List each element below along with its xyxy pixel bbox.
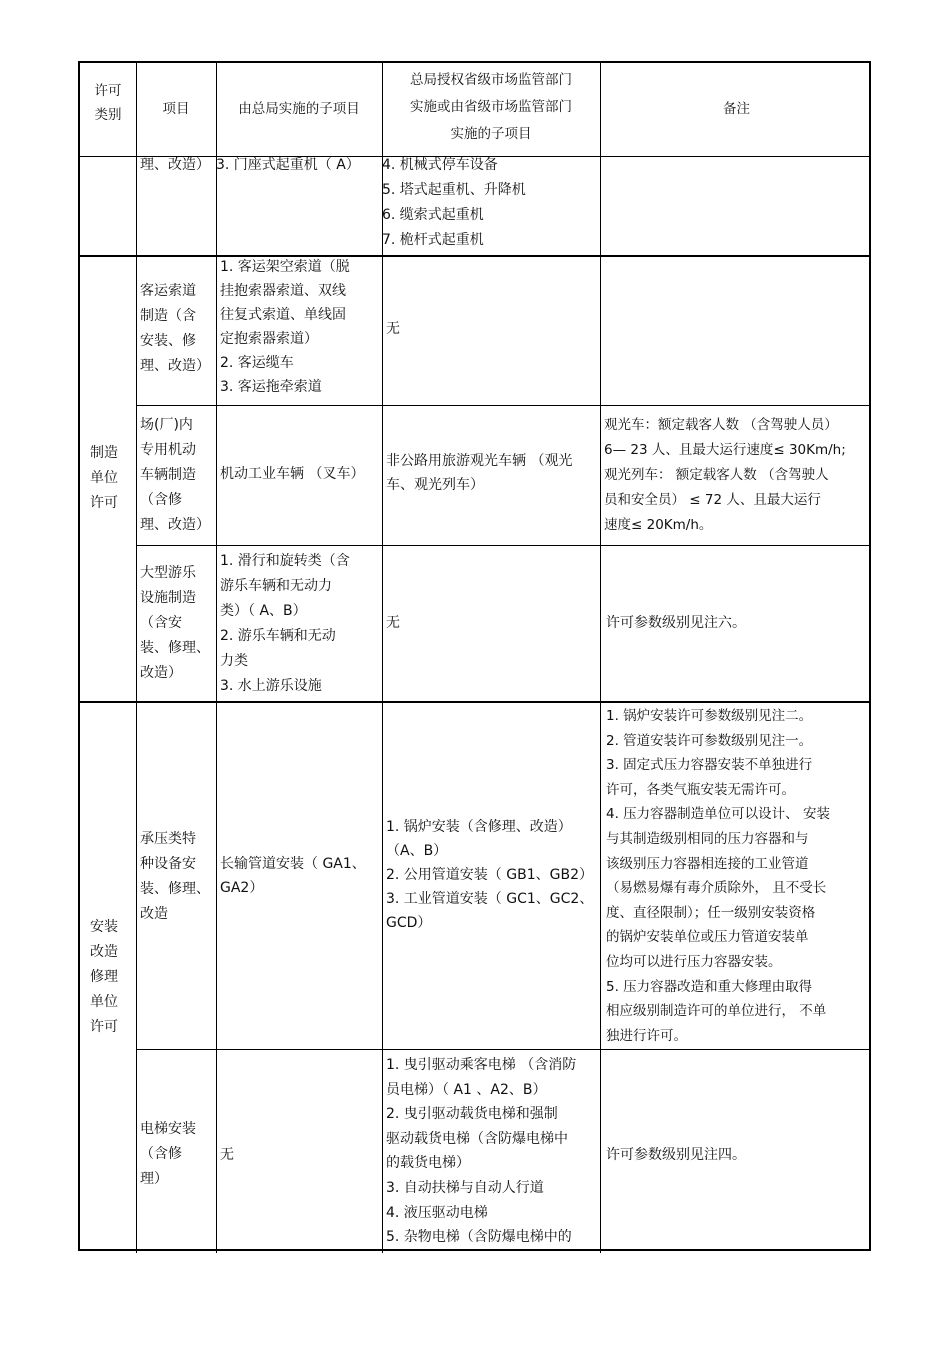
header-remark: 备注: [723, 101, 750, 117]
vehicle-item-cell: 场(厂)内 专用机动 车辆制造 （含修 理、改造）: [140, 417, 210, 533]
ropeway-hq-cell: 1. 客运架空索道（脱 挂抱索器索道、双线 往复式索道、单线固 定抱索器索道） 2. 客运缆车 3. 客运拖牵索道: [220, 259, 350, 395]
install-category-cell: 安装 改造 修理 单位 许可: [90, 919, 118, 1035]
row-divider: [136, 545, 869, 546]
amusement-remark-cell: 许可参数级别见注六。: [606, 615, 746, 631]
elevator-hq-cell: 无: [220, 1147, 234, 1163]
pressure-remark-cell: 1. 锅炉安装许可参数级别见注二。 2. 管道安装许可参数级别见注一。 3. 固定式压力容器安装不单独进行 许可，各类气瓶安装无需许可。 4. 压力容器制造单位可以设计、 安装 与其制造级别相同的压力容器和与 该级别压力容器相连接的工业管道 （易燃易爆有毒介质除外， 且不受长 度、直径限制）；任一级别安装资格 的锅炉安装单位或压力管道安装单 位均可以进行压力容器安装。 5. 压力容器改造和重大修理由取得 相应级别制造许可的单位进行， 不单 独进行许可。: [606, 708, 830, 1044]
elevator-provincial-cell: 1. 曳引驱动乘客电梯 （含消防 员电梯）（ A1 、A2、B） 2. 曳引驱动载货电梯和强制 驱动载货电梯（含防爆电梯中 的载货电梯） 3. 自动扶梯与自动人行道 4. 液压驱动电梯 5. 杂物电梯（含防爆电梯中的: [386, 1057, 577, 1246]
pressure-item-cell: 承压类特 种设备安 装、修理、 改造: [140, 831, 210, 922]
crane-hq-cell: 3. 门座式起重机（ A）: [216, 157, 360, 173]
header-category: 许可 类别: [94, 83, 122, 123]
amusement-hq-cell: 1. 滑行和旋转类（含 游乐车辆和无动力 类）（ A、B） 2. 游乐车辆和无动 力类 3. 水上游乐设施: [220, 553, 350, 694]
manufacture-category-cell: 制造 单位 许可: [90, 445, 118, 511]
column-divider: [216, 63, 217, 1253]
column-divider: [136, 63, 137, 1253]
vehicle-hq-cell: 机动工业车辆 （叉车）: [220, 466, 365, 482]
ropeway-provincial-cell: 无: [386, 321, 400, 337]
row-divider: [80, 255, 869, 257]
header-hq-subitem: 由总局实施的子项目: [238, 101, 360, 117]
license-table: [78, 61, 871, 1251]
header-item: 项目: [162, 101, 190, 117]
crane-provincial-cell: 4. 机械式停车设备 5. 塔式起重机、升降机 6. 缆索式起重机 7. 桅杆式起重机: [382, 157, 526, 248]
vehicle-provincial-cell: 非公路用旅游观光车辆 （观光 车、观光列车）: [386, 453, 573, 493]
header-provincial-subitem: 总局授权省级市场监管部门 实施或由省级市场监管部门 实施的子项目: [410, 72, 572, 142]
pressure-hq-cell: 长输管道安装（ GA1、 GA2）: [220, 856, 366, 896]
amusement-item-cell: 大型游乐 设施制造 （含安 装、修理、 改造）: [140, 565, 210, 681]
elevator-item-cell: 电梯安装 （含修 理）: [140, 1121, 196, 1187]
amusement-provincial-cell: 无: [386, 615, 400, 631]
column-divider: [600, 63, 601, 1253]
pressure-provincial-cell: 1. 锅炉安装（含修理、改造） （A、B） 2. 公用管道安装（ GB1、GB2） 3. 工业管道安装（ GC1、GC2、 GCD）: [386, 819, 594, 931]
vehicle-remark-cell: 观光车：额定载客人数 （含驾驶人员） 6— 23 人、且最大运行速度≤ 30Km/h; 观光列车： 额定载客人数 （含驾驶人 员和安全员） ≤ 72 人、且最大运行 速度≤ 20Km/h。: [604, 417, 846, 533]
row-divider: [136, 405, 869, 406]
row-divider: [80, 701, 869, 703]
row-divider: [136, 1049, 869, 1050]
crane-item-cell: 理、改造）: [140, 157, 210, 173]
ropeway-item-cell: 客运索道 制造（含 安装、修 理、改造）: [140, 283, 210, 374]
elevator-remark-cell: 许可参数级别见注四。: [606, 1147, 746, 1163]
